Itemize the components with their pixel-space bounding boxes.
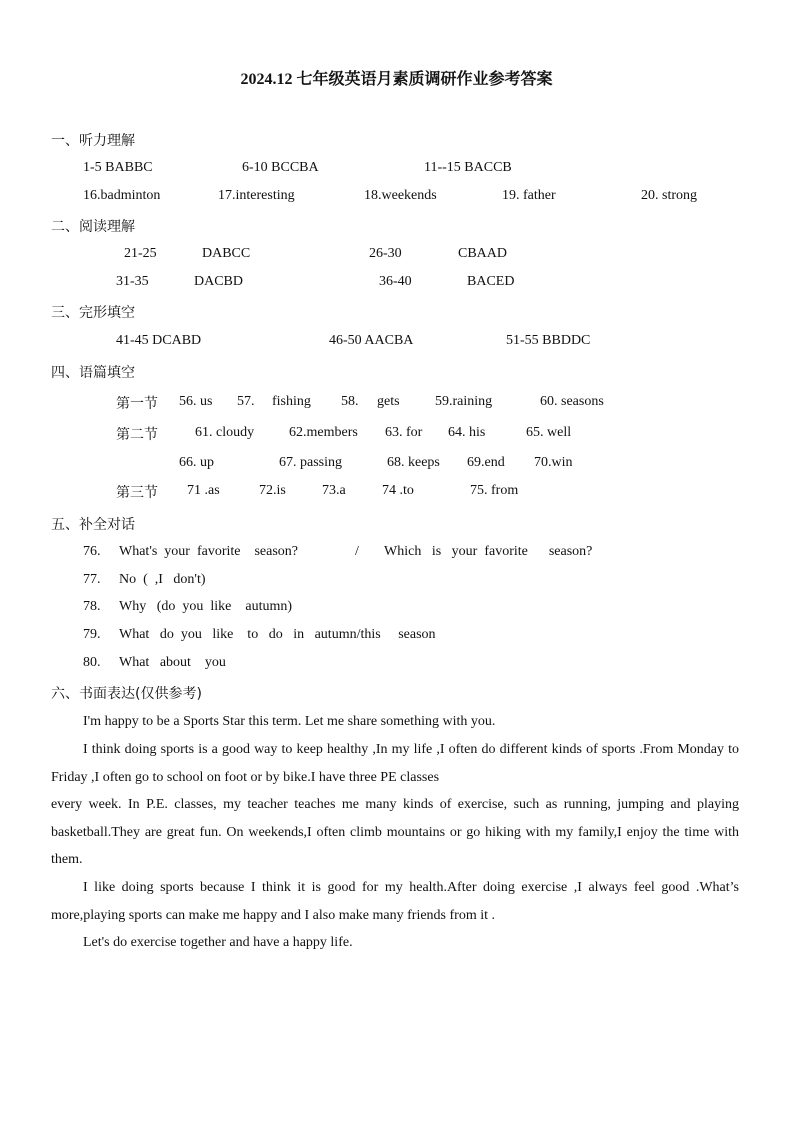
answer-item: 59.raining [435,394,493,409]
answer-item: 66. up [179,455,214,470]
answer-item: CBAAD [458,246,508,261]
answer-item: 46-50 AACBA [329,333,414,348]
answer-item: 51-55 BBDDC [506,333,591,348]
answer-item: DACBD [194,274,244,289]
item-number: 78. [83,599,101,614]
essay-paragraph: every week. In P.E. classes, my teacher teaches me many kinds of exercise, such as running, jumping and playing basketball.They are great fun. On weekends,I often climb mountains or go hiking with my family,I enjoy the time with them. [51,797,739,867]
part-label: 第二节 [116,427,158,443]
answer-item: 60. seasons [540,394,604,409]
essay-paragraph: I think doing sports is a good way to keep healthy ,In my life ,I often do different kinds of sports .From Monday to Friday ,I often go to school on foot or by bike.I have three PE classes [51,742,739,785]
answer-item: 16.badminton [83,188,161,203]
item-number: 79. [83,627,101,642]
item-number: 77. [83,572,101,587]
answer-item: 58. [341,394,359,409]
essay-paragraph: I like doing sports because I think it is good for my health.After doing exercise ,I always feel good .What’s more,playing sports can make me happy and I also make many friends from it . [51,880,739,923]
answer-item: 11--15 BACCB [424,160,512,175]
item-number: 80. [83,655,101,670]
part-label: 第一节 [116,396,158,412]
answer-item: 1-5 BABBC [83,160,153,175]
section-heading-cloze: 三、完形填空 [51,305,135,321]
section-heading-grammar: 四、语篇填空 [51,365,135,381]
answer-item: 57. [237,394,255,409]
answer-item: 56. us [179,394,213,409]
answer-item: DABCC [202,246,251,261]
answer-item: 20. strong [641,188,697,203]
section-heading-dialogue: 五、补全对话 [51,517,135,533]
answer-item: 26-30 [369,246,402,261]
part-label: 第三节 [116,485,158,501]
answer-item: 6-10 BCCBA [242,160,319,175]
answer-item: 70.win [534,455,573,470]
answer-text: What about you [119,655,226,670]
section-heading-writing: 六、书面表达(仅供参考) [51,686,202,702]
answer-item: 63. for [385,425,423,440]
answer-text: What's your favorite season? [119,544,299,559]
answer-item: 65. well [526,425,572,440]
section-heading-listening: 一、听力理解 [51,133,135,149]
answer-item: 41-45 DCABD [116,333,202,348]
answer-item: 31-35 [116,274,149,289]
essay-paragraph: Let's do exercise together and have a happy life. [83,935,353,950]
answer-item: 72.is [259,483,286,498]
answer-item: 19. father [502,188,556,203]
answer-text: Which is your favorite season? [384,544,593,559]
answer-text: No ( ,I don't) [119,572,206,587]
answer-item: 21-25 [124,246,157,261]
answer-item: 36-40 [379,274,412,289]
answer-text: What do you like to do in autumn/this season [119,627,436,642]
answer-item: 18.weekends [364,188,437,203]
answer-text: Why (do you like autumn) [119,599,293,614]
answer-item: BACED [467,274,515,289]
answer-item: 17.interesting [218,188,295,203]
answer-item: 62.members [289,425,358,440]
separator: / [355,544,359,559]
section-heading-reading: 二、阅读理解 [51,219,135,235]
answer-item: 68. keeps [387,455,440,470]
answer-item: fishing [272,394,311,409]
essay-paragraph: I'm happy to be a Sports Star this term. Let me share something with you. [83,714,496,729]
answer-item: 74 .to [382,483,414,498]
answer-item: gets [377,394,400,409]
answer-item: 73.a [322,483,346,498]
answer-item: 69.end [467,455,505,470]
answer-item: 61. cloudy [195,425,255,440]
answer-item: 64. his [448,425,486,440]
answer-item: 75. from [470,483,519,498]
answer-item: 67. passing [279,455,342,470]
item-number: 76. [83,544,101,559]
answer-item: 71 .as [187,483,220,498]
page-title: 2024.12 七年级英语月素质调研作业参考答案 [240,71,553,88]
